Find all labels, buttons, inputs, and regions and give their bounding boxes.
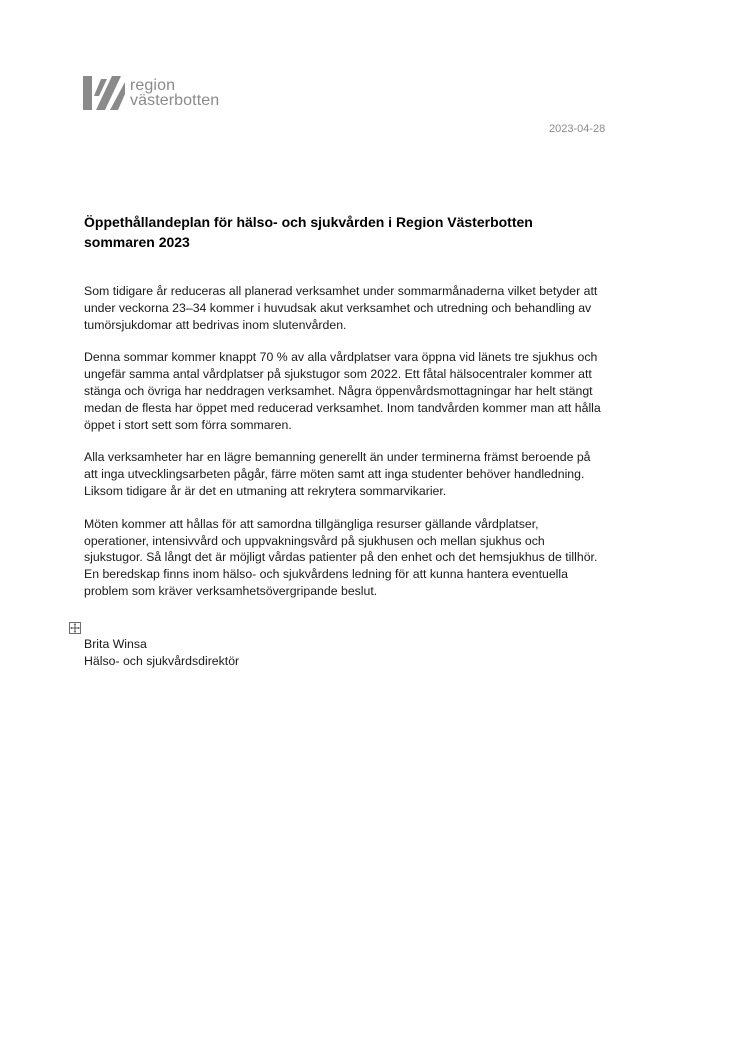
signature-name: Brita Winsa	[84, 637, 147, 651]
paragraph-3	[84, 449, 659, 499]
paragraph-line: Denna sommar kommer knappt 70 % av alla vårdplatser vara öppna vid länets tre sjukhus och	[84, 350, 598, 365]
paragraph-line: Möten kommer att hållas för att samordna tillgängliga resurser gällande vårdplatser,	[84, 516, 539, 531]
document-date: 2023-04-28	[549, 123, 606, 135]
region-vasterbotten-logo-icon	[83, 76, 125, 110]
paragraph-4	[84, 516, 659, 600]
logo-line-vasterbotten: västerbotten	[130, 92, 220, 109]
table-move-handle[interactable]	[69, 622, 81, 634]
title-line-1: Öppethållandeplan för hälso- och sjukvården i Region Västerbotten	[84, 214, 533, 230]
paragraph-line: medan de flesta har öppet med reducerad verksamhet. Inom tandvården kommer man att hålla	[84, 400, 601, 415]
paragraph-line: tumörsjukdomar att bedrivas inom slutenvården.	[84, 317, 347, 332]
paragraph-line: ungefär samma antal vårdplatser på sjukstugor som 2022. Ett fåtal hälsocentraler kommer att	[84, 367, 592, 382]
paragraph-line: Som tidigare år reduceras all planerad verksamhet under sommarmånaderna vilket betyder att	[84, 284, 598, 298]
paragraph-line: under veckorna 23–34 kommer i huvudsak akut verksamhet och utredning och behandling av	[84, 300, 592, 315]
paragraph-2	[84, 349, 659, 433]
paragraph-line: Alla verksamheter har en lägre bemanning generellt än under terminerna främst beroende på	[84, 450, 591, 465]
paragraph-line: öppet i stort sett som förra sommaren.	[84, 417, 292, 432]
logo-line-region: region	[130, 77, 176, 94]
title-line-2: sommaren 2023	[84, 234, 190, 250]
signature-role: Hälso- och sjukvårdsdirektör	[84, 654, 240, 668]
document-body	[84, 283, 659, 616]
move-cross-icon	[70, 623, 80, 633]
paragraph-line: Liksom tidigare år är det en utmaning att rekrytera sommarvikarier.	[84, 483, 447, 498]
paragraph-1	[84, 283, 659, 333]
signature-block	[84, 636, 239, 670]
document-title	[84, 212, 644, 252]
paragraph-line: operationer, intensivvård och uppvakningsvård på sjukhusen och mellan sjukhus och	[84, 533, 545, 548]
paragraph-line: stänga och övriga har neddragen verksamhet. Några öppenvårdsmottagningar har helt stängt	[84, 383, 593, 398]
paragraph-line: problem som kräver verksamhetsövergripande beslut.	[84, 583, 378, 598]
region-logo	[83, 76, 219, 110]
logo-wordmark	[130, 78, 219, 108]
paragraph-line: att inga utvecklingsarbeten pågår, färre möten samt att inga studenter behöver handledning.	[84, 467, 585, 482]
paragraph-line: En beredskap finns inom hälso- och sjukvårdens ledning för att kunna hantera eventuella	[84, 567, 568, 582]
paragraph-line: sjukstugor. Så långt det är möjligt vårdas patienter på den enhet och det hemsjukhus de tillhör.	[84, 550, 598, 565]
